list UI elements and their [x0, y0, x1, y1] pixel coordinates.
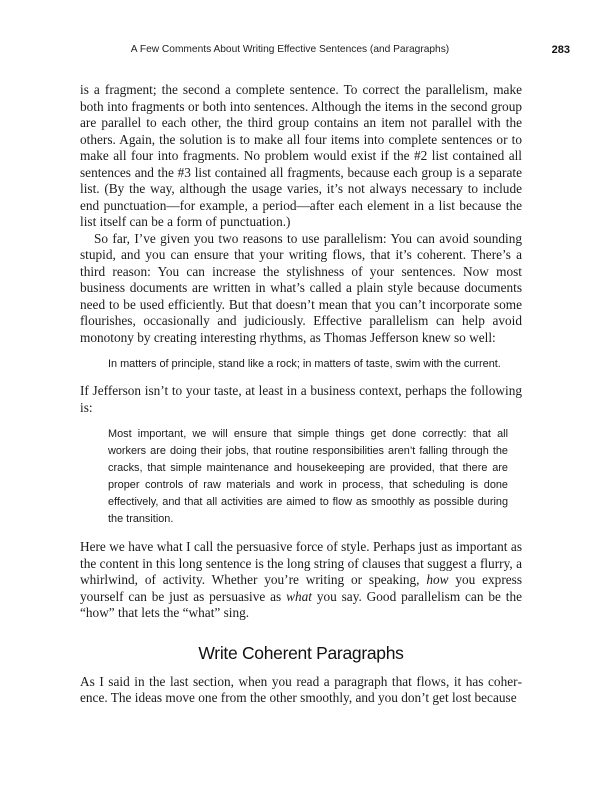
- block-quote-jefferson: In matters of principle, stand like a rock; in matters of taste, swim with the current.: [108, 358, 501, 370]
- paragraph-jefferson-transition: If Jefferson isn’t to your taste, at least in a business context, perhaps the following is:: [80, 383, 522, 415]
- page-body: [80, 82, 522, 707]
- block-quote-business-example: Most important, we will ensure that simple things get done correctly: that all workers are doing their jobs, that routine responsibilities aren’t falling through the cracks, that simple maintenance and housekeeping are provided, that there are proper controls of raw materials and work in process, that scheduling is done effectively, and that all activities are aimed to flow as smoothly as possible during the transition.: [108, 428, 508, 525]
- italic-how: how: [426, 572, 449, 587]
- text-run: you say. Good parallelism can be the “how” that lets the “what” sing.: [80, 588, 522, 620]
- paragraph-persuasive-force: [80, 539, 522, 622]
- paragraph-continued: is a fragment; the second a complete sentence. To correct the parallelism, make both into fragments or both into sentences. Although the items in the second group are parallel to each other, the third group contains an item not parallel with the others. Again, the solution is to make all four items into complete sentences or to make all four into fragments. No problem would exist if the #2 list contained all sentences and the #3 list contained all fragments, because each group is a separate list. (By the way, although the usage varies, it’s not always necessary to include end punctuation—for example, a period—after each element in a list because the list itself can be a form of punctuation.): [80, 82, 522, 229]
- paragraph-coherent-intro: As I said in the last section, when you read a paragraph that flows, it has coherence. The ideas move one from the other smoothly, and you don’t get lost because: [80, 673, 522, 705]
- running-header: [0, 44, 602, 58]
- text-run: you express yourself can be just as persuasive as: [80, 572, 522, 604]
- paragraph-parallelism-reasons: So far, I’ve given you two reasons to use parallelism: You can avoid sounding stupid, and you can ensure that your writing flows, that it’s coherent. There’s a third reason: You can increase the stylishness of your sentences. Now most business documents are written in what’s called a plain style because documents need to be used efficiently. But that doesn’t mean that you can’t incorporate some flourishes, occasionally and judiciously. Effective parallelism can help avoid monotony by creating interesting rhythms, as Thomas Jefferson knew so well:: [80, 230, 522, 345]
- italic-what: what: [286, 588, 312, 604]
- running-title: A Few Comments About Writing Effective Sentences (and Paragraphs): [130, 44, 450, 55]
- page-number: 283: [551, 44, 570, 56]
- section-heading: Write Coherent Paragraphs: [198, 642, 404, 663]
- text-run: Here we have what I call the persuasive force of style. Perhaps just as important as the content in this long sentence is the long string of clauses that suggest a flurry, a whirlwind, of activity. Whether you’re writing or speaking,: [80, 539, 522, 587]
